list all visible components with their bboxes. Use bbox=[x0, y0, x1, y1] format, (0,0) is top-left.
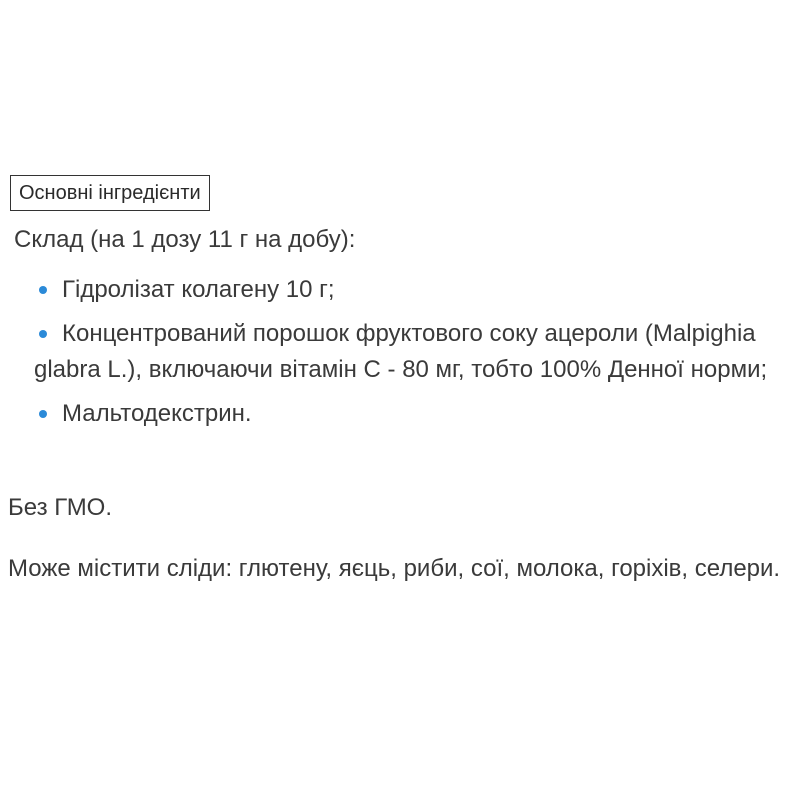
ingredient-text: Мальтодекстрин. bbox=[62, 400, 252, 427]
ingredient-list bbox=[34, 272, 794, 440]
bullet-dot-icon bbox=[39, 330, 47, 338]
ingredient-item bbox=[34, 316, 794, 388]
ingredient-text: Концентрований порошок фруктового соку ацероли (Malpighia glabra L.), включаючи вітамін С - 80 мг, тобто 100% Денної норми; bbox=[34, 320, 768, 383]
allergen-traces-note: Може містити сліди: глютену, яєць, риби, сої, молока, горіхів, селери. bbox=[8, 555, 781, 582]
composition-intro: Склад (на 1 дозу 11 г на добу): bbox=[14, 226, 356, 253]
bullet-dot-icon bbox=[39, 410, 47, 418]
ingredient-item bbox=[34, 396, 794, 432]
section-heading bbox=[10, 175, 210, 211]
gmo-note: Без ГМО. bbox=[8, 494, 113, 521]
ingredient-item bbox=[34, 272, 794, 308]
bullet-dot-icon bbox=[39, 286, 47, 294]
ingredient-text: Гідролізат колагену 10 г; bbox=[62, 276, 335, 303]
section-heading-text: Основні інгредієнти bbox=[19, 181, 201, 204]
